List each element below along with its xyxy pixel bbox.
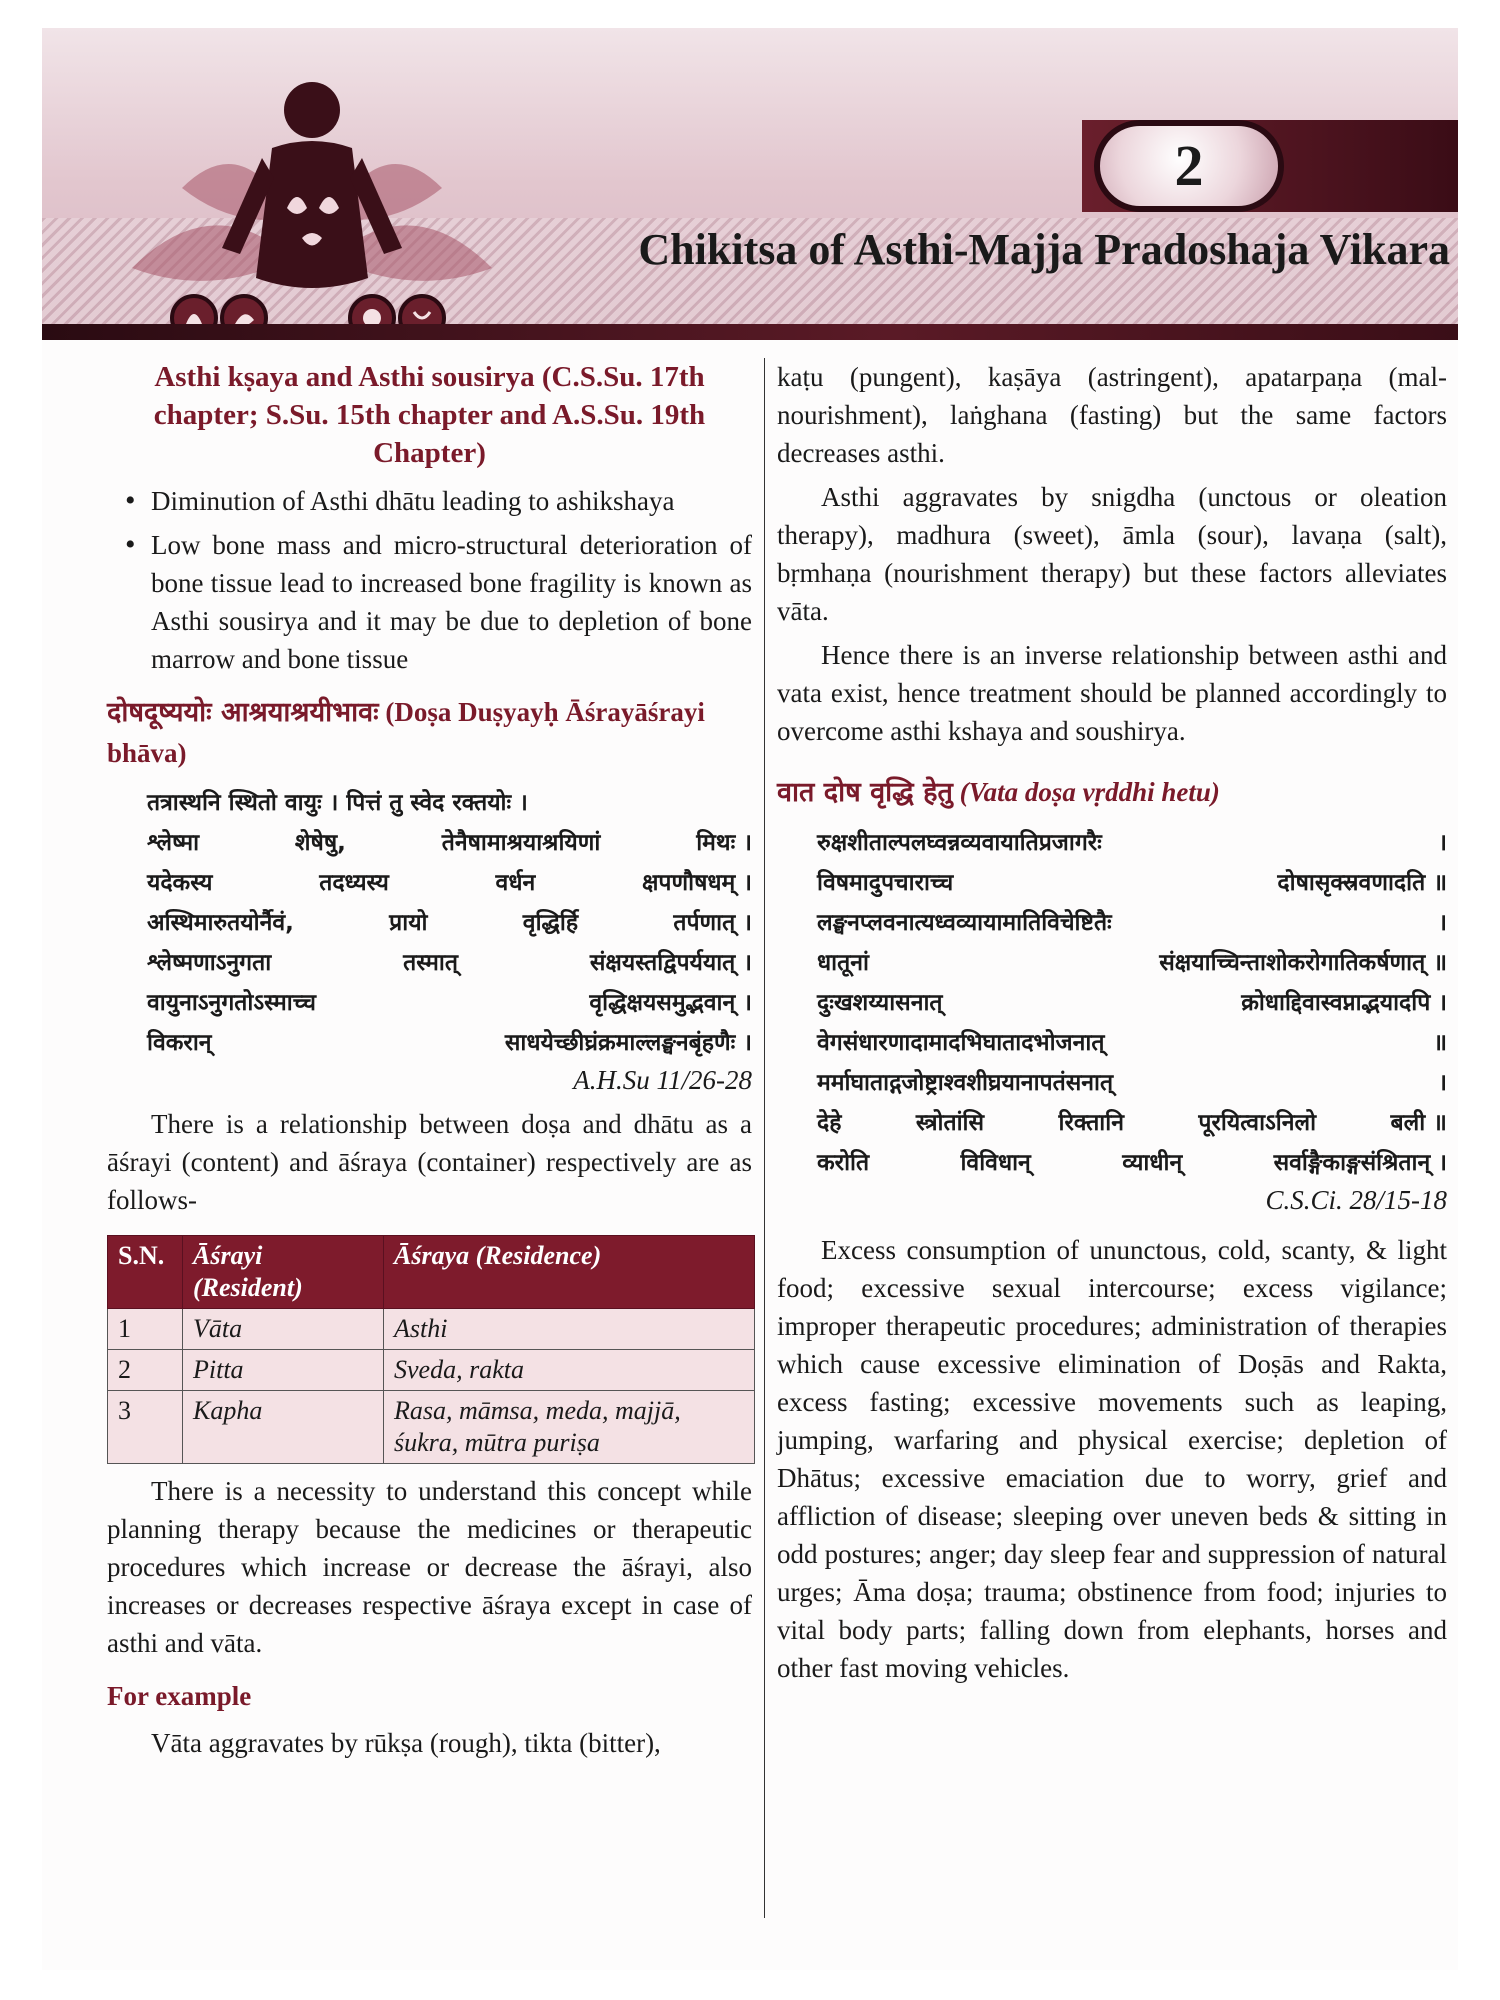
paragraph-necessity: There is a necessity to understand this concept while planning therapy because the medicines or therapeutic procedures which increase or decrease the āśrayi, also increases or decreases respective āśraya except in case of asthi and vāta. <box>107 1476 752 1658</box>
verse-line <box>777 863 1447 903</box>
verse-line <box>107 983 752 1023</box>
verse-line <box>777 1063 1447 1103</box>
verse-word: वृद्धिर्हि <box>522 910 579 936</box>
paragraph-inverse-relationship: Hence there is an inverse relationship between asthi and vata exist, hence treatment should be planned accordingly to overcome asthi kshaya and soushirya. <box>777 640 1447 746</box>
verse-word: संक्षयस्तद्विपर्ययात् । <box>589 950 752 976</box>
table-cell: Kapha <box>183 1391 384 1464</box>
verse-line <box>107 823 752 863</box>
section-title-vata-vrddhi <box>777 772 1447 813</box>
verse-citation: A.H.Su 11/26-28 <box>573 1065 752 1095</box>
table-cell: 1 <box>108 1309 183 1350</box>
section-title-dosa-dusya <box>107 692 752 773</box>
verse-word: वायुनाऽनुगतोऽस्माच्च <box>147 990 317 1016</box>
section-title-devanagari: दोषदूष्ययोः आश्रयाश्रयीभावः <box>107 697 379 728</box>
table-row <box>108 1350 755 1391</box>
verse-word: संक्षयाच्चिन्ताशोकरोगातिकर्षणात् ॥ <box>1159 950 1447 976</box>
verse-word: करोति <box>817 1150 870 1176</box>
verse-word: क्रोधाद्दिवास्वप्नाद्भयादपि । <box>1241 990 1447 1016</box>
verse-citation: C.S.Ci. 28/15-18 <box>1265 1185 1447 1215</box>
verse-word: तेनैषामाश्रयाश्रयिणां <box>441 830 601 856</box>
column-header: S.N. <box>108 1236 183 1309</box>
verse-word: मिथः । <box>696 830 752 856</box>
verse-word: तस्मात् <box>403 950 458 976</box>
list-item <box>125 526 752 678</box>
header-bottom-bar <box>42 324 1458 340</box>
verse-line <box>777 1143 1447 1183</box>
table-header-row <box>108 1236 755 1309</box>
asrayi-asraya-table <box>107 1235 755 1464</box>
paragraph-vata-aggravates: Vāta aggravates by rūkṣa (rough), tikta (bitter), <box>151 1728 661 1758</box>
bullet-dot: • <box>125 484 136 517</box>
table-cell: Pitta <box>183 1350 384 1391</box>
section-title-roman: (Doṣa Duṣyayḥ Āśrayāśrayi bhāva) <box>107 697 705 768</box>
column-header: Āśrayi (Resident) <box>183 1236 384 1309</box>
verse-word: वर्धन <box>495 870 536 896</box>
table-row <box>108 1309 755 1350</box>
verse-word: अस्थिमारुतयोर्नैवं, <box>147 910 294 936</box>
table-cell: Asthi <box>384 1309 755 1350</box>
table-cell: Rasa, māmsa, meda, majjā, śukra, mūtra puriṣa <box>384 1391 755 1464</box>
verse-line <box>107 943 752 983</box>
verse-word: क्षपणौषधम् । <box>641 870 752 896</box>
verse-line <box>107 783 752 823</box>
paragraph-excess-consumption: Excess consumption of ununctous, cold, scanty, & light food; excessive sexual intercourse; excess vigilance; improper therapeutic procedures; administration of therapies which cause excessive elimination of Doṣās and Rakta, excess fasting; excessive movements such as leaping, jumping, warfaring and physical exercise; depletion of Dhātus; excessive emaciation due to worry, grief and affliction of disease; sleeping over uneven beds & sitting in odd postures; anger; day sleep fear and suppression of natural urges; Āma doṣa; trauma; obstinence from food; injuries to vital body parts; falling down from elephants, horses and other fast moving vehicles. <box>777 1235 1447 1683</box>
verse-word: रिक्तानि <box>1058 1110 1124 1136</box>
verse-word: वेगसंधारणादामादभिघातादभोजनात् <box>817 1030 1105 1056</box>
right-column <box>777 358 1447 1687</box>
verse-word: श्लेष्मा <box>147 830 200 856</box>
book-page <box>42 28 1458 1970</box>
paragraph-katu: kaṭu (pungent), kaṣāya (astringent), apatarpaṇa (mal-nourishment), laṅghana (fasting) but the same factors decreases asthi. <box>777 362 1447 468</box>
verse-word: देहे <box>817 1110 842 1136</box>
verse-word: सर्वाङ्गैकाङ्गसंश्रितान् । <box>1273 1150 1447 1176</box>
table-cell: 3 <box>108 1391 183 1464</box>
verse-word: तदध्यस्य <box>319 870 389 896</box>
verse-word: पूरयित्वाऽनिलो <box>1198 1110 1317 1136</box>
bullet-text: Low bone mass and micro-structural deterioration of bone tissue lead to increased bone fragility is known as Asthi sousirya and it may be due to depletion of bone marrow and bone tissue <box>151 530 752 674</box>
chapter-header <box>42 28 1458 340</box>
chapter-title: Chikitsa of Asthi-Majja Pradoshaja Vikara <box>638 225 1450 274</box>
verse-word: स्त्रोतांसि <box>915 1110 985 1136</box>
verse-line <box>777 943 1447 983</box>
verse-line <box>107 903 752 943</box>
meditating-figure-illustration <box>122 68 502 340</box>
verse-word: दोषासृक्स्रवणादति ॥ <box>1277 870 1447 896</box>
table-cell: Vāta <box>183 1309 384 1350</box>
verse-word: तर्पणात् । <box>673 910 752 936</box>
verse-word: विविधान् <box>960 1150 1031 1176</box>
example-heading: For example <box>107 1681 252 1711</box>
verse-line <box>777 903 1447 943</box>
table-cell: 2 <box>108 1350 183 1391</box>
verse-line <box>777 1103 1447 1143</box>
verse-word: ॥ <box>1433 1030 1447 1056</box>
table-row <box>108 1391 755 1464</box>
section-title-roman: (Vata doṣa vṛddhi hetu) <box>959 777 1220 807</box>
paragraph-asthi-aggravates: Asthi aggravates by snigdha (unctous or oleation therapy), madhura (sweet), āmla (sour), lavaṇa (salt), bṛmhaṇa (nourishment therapy) but these factors alleviates vāta. <box>777 482 1447 626</box>
list-item <box>125 482 752 520</box>
verse-word: लङ्घनप्लवनात्यध्वव्यायामातिविचेष्टितैः <box>817 910 1112 936</box>
table-cell: Sveda, rakta <box>384 1350 755 1391</box>
verse-word: । <box>1438 830 1447 856</box>
verse-line <box>777 983 1447 1023</box>
verse-word: यदेकस्य <box>147 870 213 896</box>
section-title-asthi-kshaya: Asthi kṣaya and Asthi sousirya (C.S.Su. 17th chapter; S.Su. 15th chapter and A.S.Su. 19th Chapter) <box>153 361 706 469</box>
verse-word: साधयेच्छीघ्रंक्रमाल्लङ्घनबृंहणैः । <box>504 1030 752 1056</box>
verse-word: विकरान् <box>147 1030 212 1056</box>
verse-word: बली ॥ <box>1390 1110 1447 1136</box>
verse-word: श्लेष्मणाऽनुगता <box>147 950 272 976</box>
chapter-number-badge: 2 <box>1094 120 1284 212</box>
verse-word: । <box>1438 910 1447 936</box>
bullet-text: Diminution of Asthi dhātu leading to ashikshaya <box>151 486 675 516</box>
verse-word: धातूनां <box>817 950 869 976</box>
bullet-dot: • <box>125 528 136 561</box>
verse-word: तत्रास्थनि स्थितो वायुः । पित्तं तु स्वेद रक्तयोः । <box>147 790 528 816</box>
verse-line <box>107 1023 752 1063</box>
left-column <box>107 358 752 1762</box>
column-header: Āśraya (Residence) <box>384 1236 755 1309</box>
verse-word: वृद्धिक्षयसमुद्भवान् । <box>589 990 752 1016</box>
verse-word: व्याधीन् <box>1122 1150 1183 1176</box>
verse-word: रुक्षशीताल्पलघ्वन्नव्यवायातिप्रजागरैः <box>817 830 1102 856</box>
sanskrit-verse-ah <box>107 783 752 1063</box>
verse-line <box>777 1023 1447 1063</box>
column-divider <box>764 358 765 1918</box>
verse-word: प्रायो <box>389 910 428 936</box>
verse-word: मर्माघाताद्गजोष्ट्राश्वशीघ्रयानापतंसनात् <box>817 1070 1114 1096</box>
sanskrit-verse-cs <box>777 823 1447 1183</box>
verse-word: शेषेषु, <box>294 830 346 856</box>
verse-line <box>777 823 1447 863</box>
verse-word: दुःखशय्यासनात् <box>817 990 943 1016</box>
verse-word: विषमादुपचाराच्च <box>817 870 954 896</box>
section-title-devanagari: वात दोष वृद्धि हेतु <box>777 777 953 808</box>
verse-word: । <box>1438 1070 1447 1096</box>
paragraph-relationship: There is a relationship between doṣa and dhātu as a āśrayi (content) and āśraya (container) respectively are as follows- <box>107 1109 752 1215</box>
bullet-list <box>107 482 752 678</box>
verse-line <box>107 863 752 903</box>
